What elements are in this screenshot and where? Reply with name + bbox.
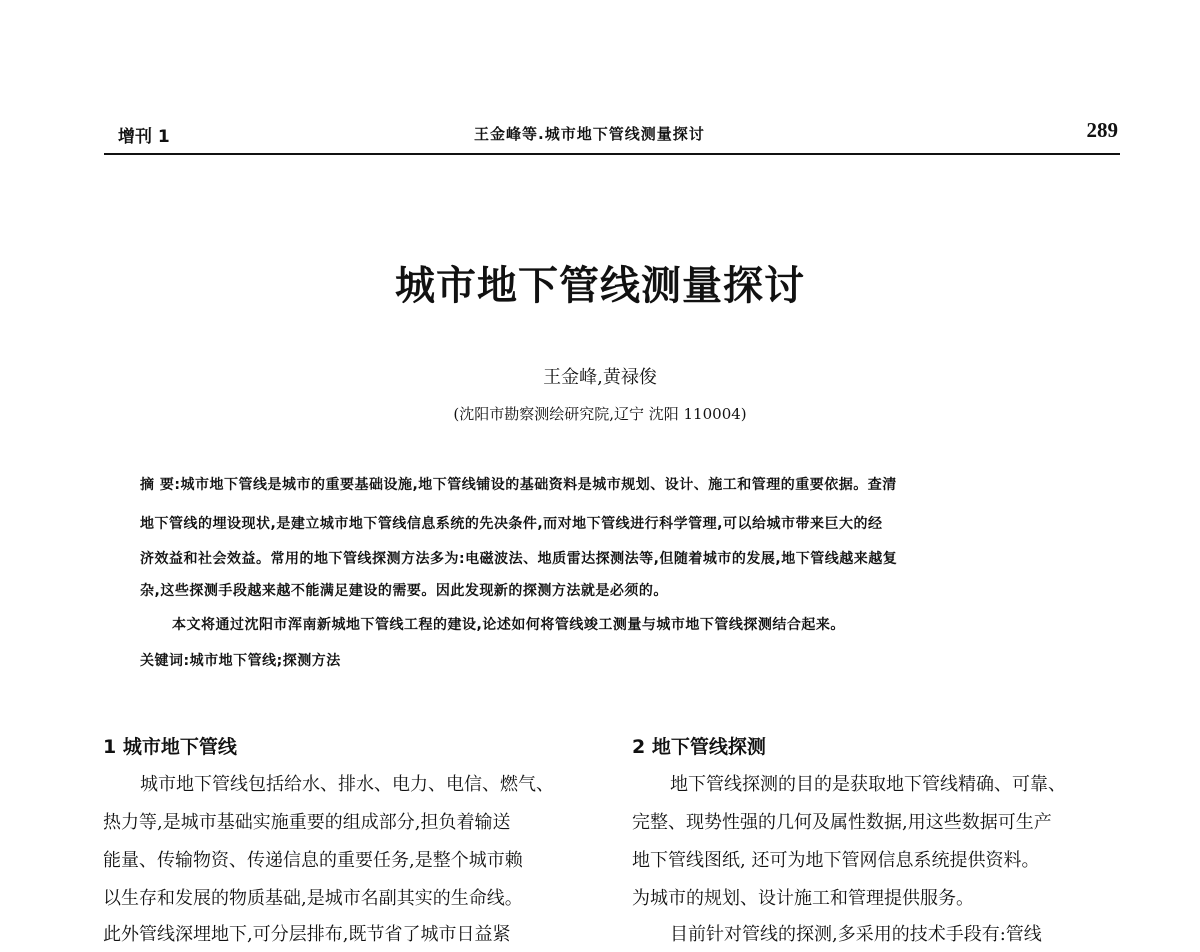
abstract-line: 摘 要:城市地下管线是城市的重要基础设施,地下管线铺设的基础资料是城市规划、设计、施工和管理的重要依据。查清 (140, 477, 897, 493)
body-line: 此外管线深埋地下,可分层排布,既节省了城市日益紧 (103, 924, 511, 945)
body-line: 地下管线图纸, 还可为地下管网信息系统提供资料。 (632, 850, 1040, 871)
authors: 王金峰,黄禄俊 (543, 367, 657, 388)
section-heading: 1 城市地下管线 (103, 736, 237, 758)
body-line: 完整、现势性强的几何及属性数据,用这些数据可生产 (632, 812, 1052, 833)
affiliation: (沈阳市勘察测绘研究院,辽宁 沈阳 110004) (453, 405, 747, 423)
journal-issue: 增刊 1 (118, 127, 170, 147)
paper-title: 城市地下管线测量探讨 (395, 262, 805, 309)
body-line: 地下管线探测的目的是获取地下管线精确、可靠、 (670, 774, 1066, 795)
running-title: 王金峰等.城市地下管线测量探讨 (474, 125, 705, 143)
abstract-line: 杂,这些探测手段越来越不能满足建设的需要。因此发现新的探测方法就是必须的。 (140, 583, 668, 599)
body-line: 为城市的规划、设计施工和管理提供服务。 (632, 888, 974, 909)
body-line: 热力等,是城市基础实施重要的组成部分,担负着输送 (103, 812, 511, 833)
abstract-line: 济效益和社会效益。常用的地下管线探测方法多为:电磁波法、地质雷达探测法等,但随着城市的发展,地下管线越来越复 (140, 551, 898, 567)
header-rule (104, 153, 1120, 155)
section-heading: 2 地下管线探测 (632, 736, 766, 758)
body-line: 目前针对管线的探测,多采用的技术手段有:管线 (670, 924, 1042, 945)
page-number: 289 (1086, 118, 1118, 142)
keywords: 关键词:城市地下管线;探测方法 (140, 653, 341, 669)
body-line: 能量、传输物资、传递信息的重要任务,是整个城市赖 (103, 850, 523, 871)
abstract-line: 本文将通过沈阳市浑南新城地下管线工程的建设,论述如何将管线竣工测量与城市地下管线探测结合起来。 (172, 617, 845, 633)
body-line: 城市地下管线包括给水、排水、电力、电信、燃气、 (140, 774, 554, 795)
abstract-line: 地下管线的埋设现状,是建立城市地下管线信息系统的先决条件,而对地下管线进行科学管理,可以给城市带来巨大的经 (140, 516, 883, 532)
body-line: 以生存和发展的物质基础,是城市名副其实的生命线。 (103, 888, 523, 909)
